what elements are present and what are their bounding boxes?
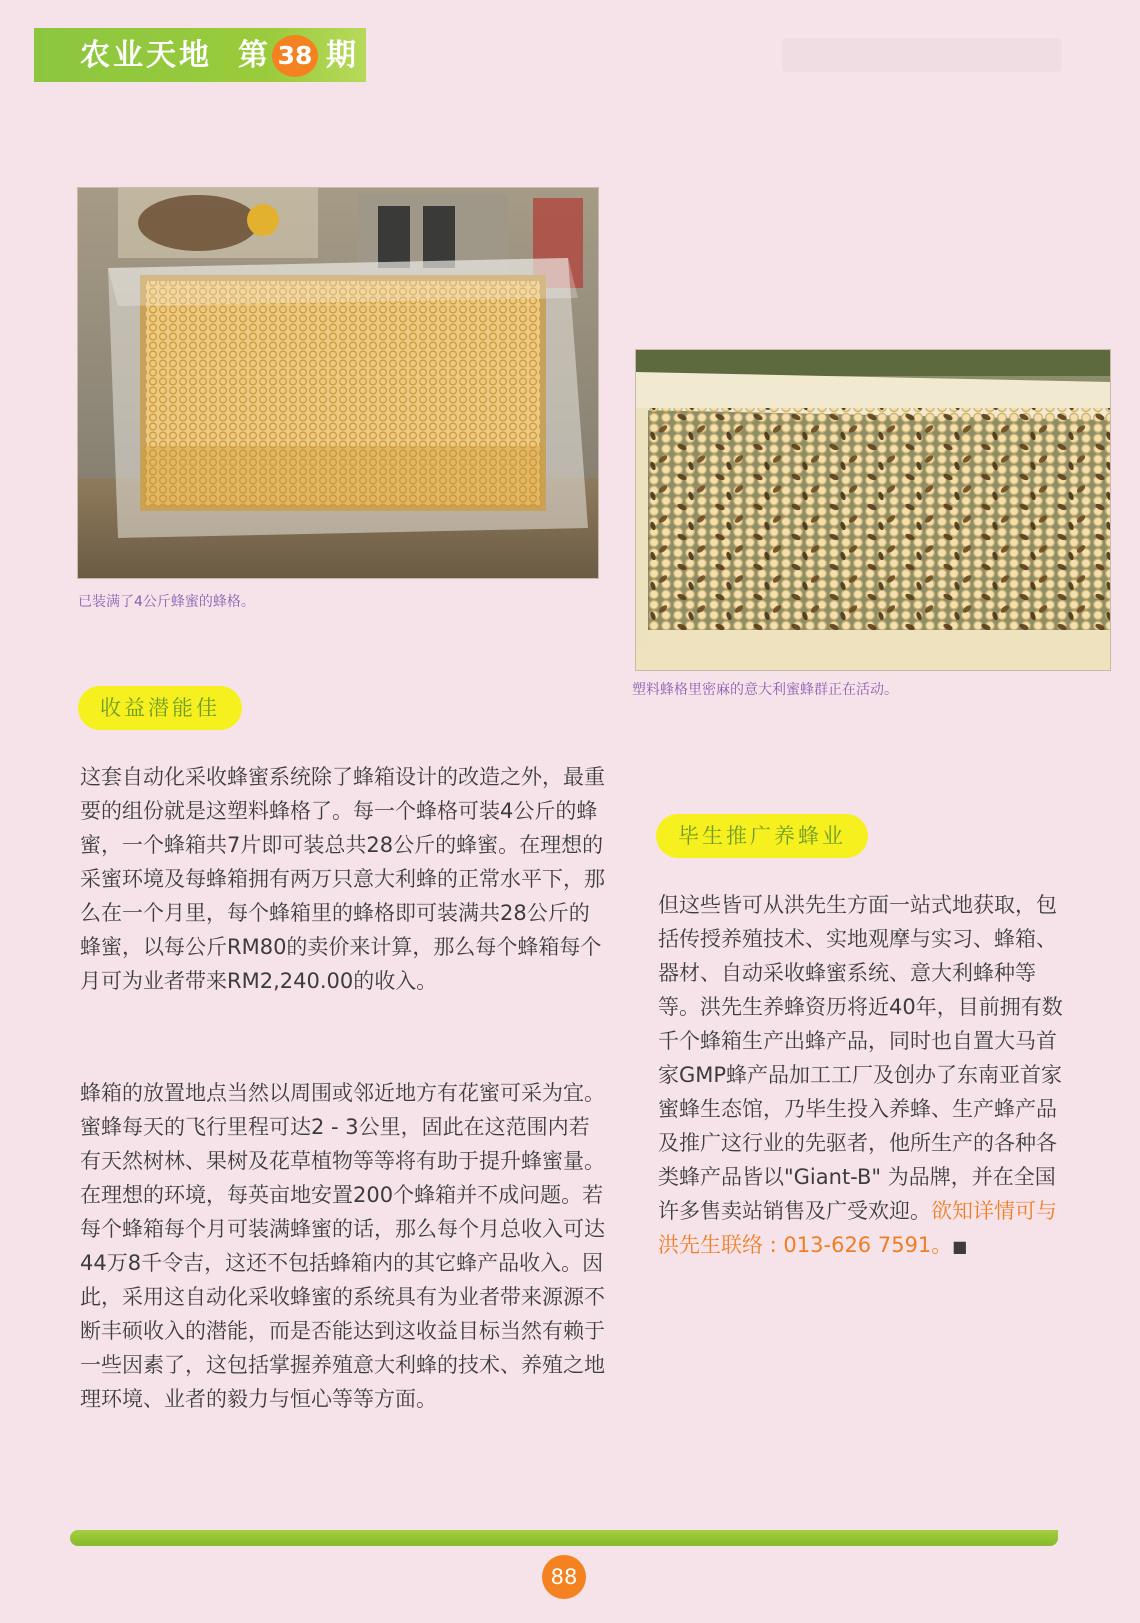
bees-on-comb-illustration (636, 350, 1110, 670)
issue-suffix: 期 (326, 38, 356, 73)
section-heading: 收益潜能佳 (78, 686, 242, 730)
magazine-title: 农业天地 (80, 38, 212, 73)
footer-bar (70, 1530, 1058, 1546)
photo-caption: 塑料蜂格里密麻的意大利蜜蜂群正在活动。 (632, 682, 898, 698)
issue-label: 第 (238, 38, 268, 73)
body-text: 但这些皆可从洪先生方面一站式地获取，包括传授养殖技术、实地观摩与实习、蜂箱、器材、自动采收蜂蜜系统、意大利蜂种等等。洪先生养蜂资历将近40年，目前拥有数千个蜂箱生产出蜂产品，同时也自置大马首家GMP蜂产品加工工厂及创办了东南亚首家蜜蜂生态馆，乃毕生投入养蜂、生产蜂产品及推广这行业的先驱者，他所生产的各种各类蜂产品皆以"Giant-B" 为品牌，并在全国许多售卖站销售及广受欢迎。 (658, 893, 1063, 1223)
bees-on-comb-photo (636, 350, 1110, 670)
body-paragraph: 蜂箱的放置地点当然以周围或邻近地方有花蜜可采为宜。蜜蜂每天的飞行里程可达2 - 3公里，固此在这范围内若有天然树林、果树及花草植物等等将有助于提升蜂蜜量。在理想的环境，每英亩地安置200个蜂箱并不成问题。若每个蜂箱每个月可装满蜂蜜的话，那么每个月总收入可达44万8千令吉，这还不包括蜂箱内的其它蜂产品收入。因此，采用这自动化采收蜂蜜的系统具有为业者带来源源不断丰硕收入的潜能，而是否能达到这收益目标当然有赖于一些因素了，这包括掌握养殖意大利蜂的技术、养殖之地理环境、业者的毅力与恒心等等方面。 (80, 1081, 605, 1411)
honeycomb-frame-photo (78, 188, 598, 578)
honeycomb-frame-illustration (78, 188, 598, 578)
header-show-through (782, 38, 1062, 72)
page-number: 88 (542, 1555, 586, 1599)
body-paragraph: 这套自动化采收蜂蜜系统除了蜂箱设计的改造之外，最重要的组份就是这塑料蜂格了。每一个蜂格可装4公斤的蜂蜜，一个蜂箱共7片即可装总共28公斤的蜂蜜。在理想的采蜜环境及每蜂箱拥有两万只意大利蜂的正常水平下，那么在一个月里，每个蜂箱里的蜂格即可装满共28公斤的蜂蜜，以每公斤RM80的卖价来计算，那么每个蜂箱每个月可为业者带来RM2,240.00的收入。 (80, 765, 605, 993)
issue-number-badge: 38 (272, 35, 318, 77)
photo-caption: 已装满了4公斤蜂蜜的蜂格。 (78, 594, 255, 610)
contact-info: 欲知详情可与洪先生联络 : 013-626 7591。 (658, 1199, 1057, 1257)
end-mark-icon: ■ (952, 1237, 968, 1256)
body-paragraph (658, 888, 1064, 1264)
section-heading: 毕生推广养蜂业 (656, 814, 868, 858)
